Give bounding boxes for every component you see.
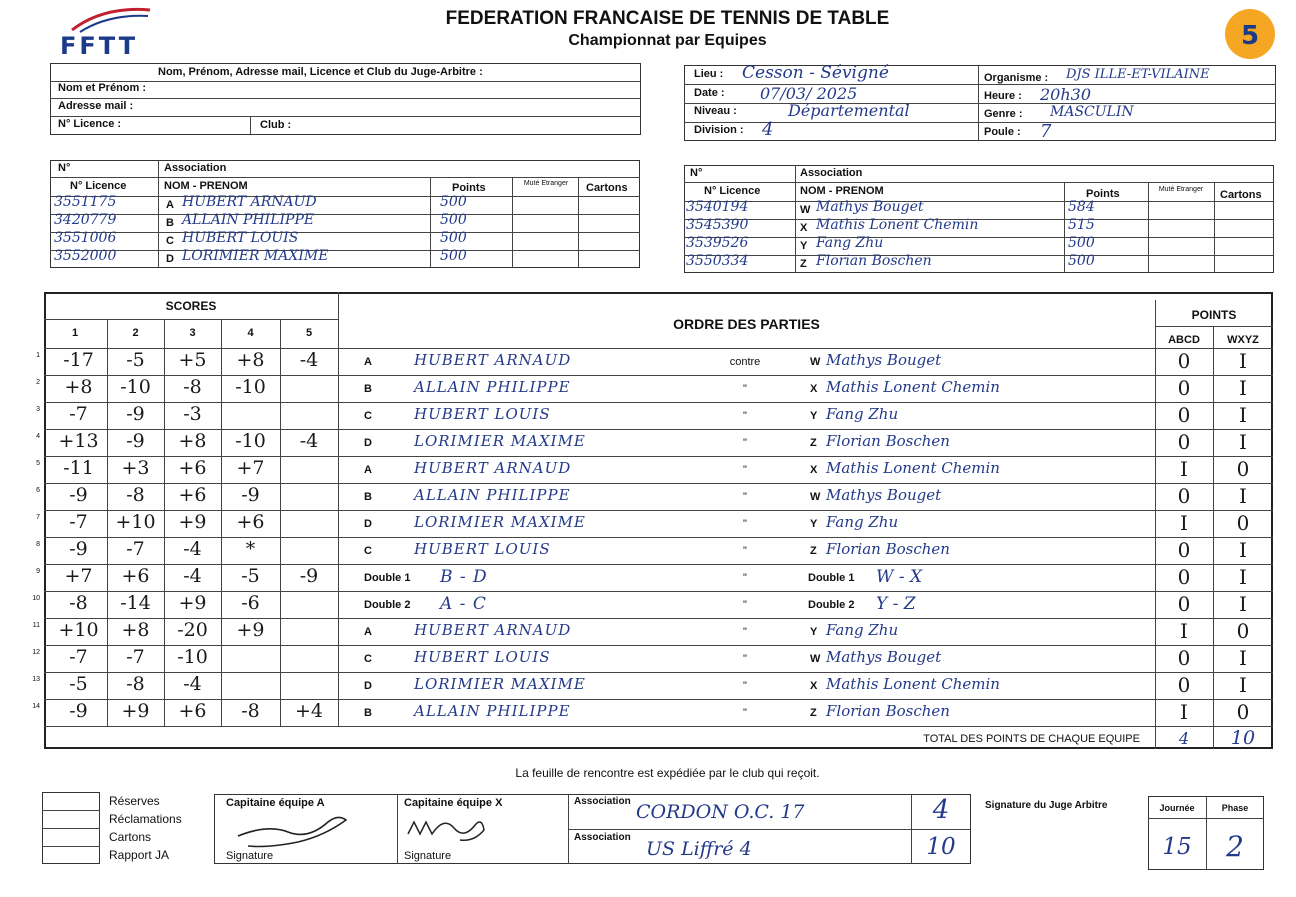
left-player-name: HUBERT ARNAUD: [414, 351, 572, 369]
set-score: -4: [183, 565, 202, 587]
set-header-1: 1: [71, 327, 79, 339]
points-abcd: 0: [1177, 646, 1191, 670]
right-player-name: Mathis Lonent Chemin: [826, 378, 1000, 396]
left-player-letter: C: [364, 653, 372, 665]
right-player-letter: Y: [810, 410, 818, 422]
abcd-player-points: 500: [440, 230, 467, 246]
contre-label: ": [743, 680, 747, 692]
association-a-label: Association: [574, 796, 631, 807]
set-score: -14: [120, 592, 151, 614]
set-score: +6: [178, 484, 207, 506]
points-wxyz: I: [1239, 538, 1247, 562]
referee-signature-label: Signature du Juge Arbitre: [985, 800, 1108, 811]
right-player-name: Florian Boschen: [826, 432, 950, 450]
set-score: -17: [63, 349, 94, 371]
contre-label: ": [743, 572, 747, 584]
points-abcd: I: [1180, 619, 1188, 643]
right-player-letter: Z: [810, 437, 817, 449]
wxyz-player-licence: 3539526: [686, 235, 749, 251]
row-number: 1: [36, 352, 40, 359]
referee-email-label: Adresse mail :: [58, 100, 134, 112]
left-player-letter: C: [364, 545, 372, 557]
abcd-player-licence: 3420779: [54, 212, 117, 228]
set-score: +8: [178, 430, 207, 452]
genre-label: Genre :: [984, 108, 1023, 120]
right-player-name: Fang Zhu: [826, 621, 899, 639]
wxyz-no-header: N°: [690, 167, 703, 179]
association-a-score: 4: [932, 795, 950, 825]
wxyz-association-header: Association: [800, 167, 863, 179]
contre-label: ": [743, 707, 747, 719]
points-wxyz: I: [1239, 673, 1247, 697]
points-wxyz: I: [1239, 565, 1247, 589]
points-wxyz: 0: [1236, 511, 1250, 535]
referee-club-label: Club :: [260, 119, 292, 131]
set-score: -8: [126, 673, 145, 695]
check-rapport: Rapport JA: [109, 848, 170, 862]
wxyz-player-letter: Y: [800, 240, 808, 252]
wxyz-player-points: 515: [1068, 217, 1095, 233]
abcd-cartons-header: Cartons: [586, 182, 628, 194]
points-abcd: 0: [1177, 592, 1191, 616]
organisme-value: DJS ILLE-ET-VILAINE: [1066, 67, 1210, 82]
set-score: -7: [126, 646, 145, 668]
left-player-name: LORIMIER MAXIME: [414, 432, 586, 450]
row-number: 11: [32, 622, 40, 629]
set-score: -8: [126, 484, 145, 506]
points-wxyz: I: [1239, 430, 1247, 454]
set-score: -4: [299, 430, 319, 452]
captain-a-label: Capitaine équipe A: [226, 797, 325, 809]
row-number: 8: [36, 541, 40, 548]
heure-value: 20h30: [1040, 85, 1092, 104]
set-score: +9: [236, 619, 265, 641]
right-player-name: Mathys Bouget: [826, 648, 942, 666]
row-number: 3: [36, 406, 40, 413]
row-number: 7: [36, 514, 40, 521]
right-player-name: Florian Boschen: [826, 702, 950, 720]
wxyz-player-licence: 3550334: [686, 253, 749, 269]
right-player-letter: Double 2: [808, 599, 855, 611]
abcd-player-points: 500: [440, 194, 467, 210]
row-number: 10: [32, 595, 40, 602]
contre-label: contre: [729, 356, 761, 368]
wxyz-player-licence: 3540194: [686, 199, 749, 215]
set-score: -4: [183, 538, 202, 560]
set-score: +5: [178, 349, 207, 371]
anniversary-logo-icon: [1222, 6, 1278, 62]
points-wxyz: I: [1239, 376, 1247, 400]
set-score: +7: [236, 457, 265, 479]
wxyz-player-letter: W: [800, 204, 811, 216]
contre-label: ": [743, 491, 747, 503]
row-number: 12: [32, 649, 40, 656]
abcd-player-licence: 3551175: [54, 194, 117, 210]
right-player-name: Mathis Lonent Chemin: [826, 675, 1000, 693]
contre-label: ": [743, 545, 747, 557]
points-abcd: 0: [1177, 403, 1191, 427]
abcd-licence-header: N° Licence: [70, 180, 127, 192]
set-score: -7: [69, 403, 88, 425]
svg-text:5: 5: [1240, 21, 1260, 51]
right-player-name: Mathys Bouget: [826, 351, 942, 369]
right-player-letter: Y: [810, 626, 818, 638]
niveau-value: Départemental: [788, 101, 910, 120]
points-abcd: 0: [1177, 430, 1191, 454]
date-value: 07/03/ 2025: [760, 84, 858, 103]
page-subtitle: Championnat par Equipes: [568, 32, 767, 49]
right-player-name: Mathis Lonent Chemin: [826, 459, 1000, 477]
wxyz-points-header: Points: [1086, 188, 1120, 200]
wxyz-player-name: Mathys Bouget: [816, 199, 924, 215]
points-wxyz: I: [1239, 484, 1247, 508]
points-heading: POINTS: [1191, 308, 1237, 322]
total-abcd: 4: [1178, 729, 1190, 748]
contre-label: ": [743, 518, 747, 530]
set-score: -9: [241, 484, 260, 506]
points-abcd: 0: [1177, 349, 1191, 373]
abcd-player-letter: C: [166, 235, 174, 247]
fftt-logo: [58, 4, 158, 60]
points-abcd: I: [1180, 511, 1188, 535]
left-player-letter: Double 2: [364, 599, 411, 611]
row-number: 4: [36, 433, 40, 440]
left-player-letter: Double 1: [364, 572, 411, 584]
total-label: TOTAL DES POINTS DE CHAQUE EQUIPE: [923, 733, 1140, 745]
left-player-name: HUBERT LOUIS: [414, 405, 551, 423]
wxyz-player-name: Florian Boschen: [816, 253, 932, 269]
captain-x-signature: [404, 810, 494, 850]
left-player-name: ALLAIN PHILIPPE: [414, 486, 571, 504]
points-wxyz: 0: [1236, 457, 1250, 481]
set-score: -8: [183, 376, 202, 398]
right-player-letter: Double 1: [808, 572, 855, 584]
row-number: 13: [32, 676, 40, 683]
row-number: 6: [36, 487, 40, 494]
contre-label: ": [743, 626, 747, 638]
set-score: +3: [121, 457, 150, 479]
set-score: +6: [178, 457, 207, 479]
right-player-letter: X: [810, 383, 818, 395]
wxyz-player-name: Mathis Lonent Chemin: [816, 217, 979, 233]
check-reclamations: Réclamations: [109, 812, 182, 826]
set-score: -20: [177, 619, 208, 641]
right-player-name: Mathys Bouget: [826, 486, 942, 504]
contre-label: ": [743, 464, 747, 476]
wxyz-player-name: Fang Zhu: [816, 235, 884, 251]
abcd-heading: ABCD: [1168, 334, 1200, 346]
set-score: +9: [178, 511, 207, 533]
set-header-5: 5: [305, 327, 313, 339]
abcd-association-header: Association: [164, 162, 227, 174]
abcd-player-name: LORIMIER MAXIME: [182, 248, 329, 264]
right-player-letter: W: [810, 653, 821, 665]
points-wxyz: I: [1239, 349, 1247, 373]
set-score: -3: [183, 403, 202, 425]
set-header-3: 3: [189, 327, 196, 339]
left-player-letter: B: [364, 491, 372, 503]
page-title: FEDERATION FRANCAISE DE TENNIS DE TABLE: [445, 8, 890, 29]
wxyz-player-licence: 3545390: [686, 217, 749, 233]
set-score: -11: [63, 457, 94, 479]
abcd-player-letter: B: [166, 217, 174, 229]
left-player-name: HUBERT ARNAUD: [414, 459, 572, 477]
abcd-player-letter: A: [166, 199, 174, 211]
set-score: -9: [299, 565, 319, 587]
left-player-letter: A: [364, 626, 372, 638]
left-player-letter: D: [364, 518, 372, 530]
right-player-name: W - X: [876, 567, 923, 587]
captain-x-label: Capitaine équipe X: [404, 797, 503, 809]
points-wxyz: I: [1239, 403, 1247, 427]
wxyz-player-letter: X: [800, 222, 808, 234]
set-header-2: 2: [132, 327, 139, 339]
abcd-player-licence: 3551006: [54, 230, 117, 246]
set-score: -9: [69, 700, 88, 722]
right-player-name: Fang Zhu: [826, 513, 899, 531]
set-score: -7: [69, 646, 88, 668]
organisme-label: Organisme :: [984, 72, 1049, 84]
phase-label: Phase: [1221, 803, 1249, 813]
set-score: +4: [294, 700, 323, 722]
abcd-points-header: Points: [452, 182, 486, 194]
division-value: 4: [762, 119, 774, 140]
left-player-letter: A: [364, 464, 372, 476]
set-score: *: [245, 538, 256, 560]
set-header-4: 4: [247, 327, 254, 339]
right-player-name: Florian Boschen: [826, 540, 950, 558]
right-player-letter: Z: [810, 545, 817, 557]
total-wxyz: 10: [1230, 727, 1256, 749]
division-label: Division :: [694, 124, 744, 136]
right-player-letter: W: [810, 491, 821, 503]
captain-a-signature-label: Signature: [226, 850, 274, 862]
right-player-name: Y - Z: [876, 594, 916, 614]
niveau-label: Niveau :: [694, 105, 737, 117]
abcd-player-letter: D: [166, 253, 174, 265]
wxyz-licence-header: N° Licence: [704, 185, 761, 197]
left-player-name: B - D: [440, 567, 488, 587]
set-score: -8: [241, 700, 260, 722]
row-number: 5: [36, 460, 40, 467]
set-score: -7: [69, 511, 88, 533]
abcd-player-points: 500: [440, 212, 467, 228]
contre-label: ": [743, 383, 747, 395]
association-x-label: Association: [574, 832, 631, 843]
phase-value: 2: [1226, 830, 1244, 863]
lieu-label: Lieu :: [694, 68, 724, 80]
set-score: +13: [58, 430, 99, 452]
referee-name-label: Nom et Prénom :: [58, 82, 147, 94]
set-score: +10: [58, 619, 99, 641]
set-score: -7: [126, 538, 145, 560]
left-player-name: HUBERT LOUIS: [414, 540, 551, 558]
left-player-letter: C: [364, 410, 372, 422]
points-abcd: 0: [1177, 565, 1191, 589]
left-player-letter: D: [364, 437, 372, 449]
wxyz-player-points: 500: [1068, 235, 1095, 251]
set-score: -4: [299, 349, 319, 371]
set-score: -9: [69, 538, 88, 560]
captain-x-signature-label: Signature: [404, 850, 452, 862]
points-wxyz: 0: [1236, 619, 1250, 643]
set-score: -9: [126, 430, 145, 452]
left-player-letter: B: [364, 383, 372, 395]
set-score: +8: [64, 376, 93, 398]
right-player-name: Fang Zhu: [826, 405, 899, 423]
left-player-letter: B: [364, 707, 372, 719]
left-player-name: ALLAIN PHILIPPE: [414, 378, 571, 396]
check-reserves: Réserves: [109, 794, 160, 808]
contre-label: ": [743, 437, 747, 449]
wxyz-heading: WXYZ: [1227, 334, 1259, 346]
scores-heading: SCORES: [165, 299, 217, 313]
set-score: -9: [69, 484, 88, 506]
lieu-value: Cesson - Sévigné: [742, 63, 889, 83]
points-wxyz: 0: [1236, 700, 1250, 724]
row-number: 14: [32, 703, 40, 710]
wxyz-mute-header: Muté Etranger: [1158, 186, 1204, 193]
set-score: +9: [178, 592, 207, 614]
set-score: -4: [183, 673, 202, 695]
set-score: -9: [126, 403, 145, 425]
captain-a-signature: [228, 806, 388, 852]
contre-label: ": [743, 599, 747, 611]
right-player-letter: W: [810, 356, 821, 368]
order-heading: ORDRE DES PARTIES: [673, 316, 820, 332]
contre-label: ": [743, 410, 747, 422]
set-score: -6: [241, 592, 260, 614]
abcd-no-header: N°: [58, 162, 71, 174]
wxyz-cartons-header: Cartons: [1220, 189, 1262, 201]
left-player-name: HUBERT LOUIS: [414, 648, 551, 666]
points-wxyz: I: [1239, 646, 1247, 670]
association-x-value: US Liffré 4: [646, 838, 752, 860]
left-player-name: A - C: [440, 594, 487, 614]
set-score: -10: [120, 376, 151, 398]
set-score: +6: [178, 700, 207, 722]
abcd-player-name: ALLAIN PHILIPPE: [182, 212, 315, 228]
date-label: Date :: [694, 87, 725, 99]
set-score: +6: [121, 565, 150, 587]
left-player-name: ALLAIN PHILIPPE: [414, 702, 571, 720]
set-score: -10: [177, 646, 208, 668]
poule-value: 7: [1040, 121, 1052, 142]
row-number: 9: [36, 568, 40, 575]
poule-label: Poule :: [984, 126, 1021, 138]
set-score: +7: [64, 565, 93, 587]
set-score: +8: [236, 349, 265, 371]
set-score: -10: [235, 430, 266, 452]
points-abcd: 0: [1177, 484, 1191, 508]
wxyz-player-points: 584: [1068, 199, 1095, 215]
abcd-player-points: 500: [440, 248, 467, 264]
check-cartons: Cartons: [109, 830, 152, 844]
set-score: +10: [115, 511, 156, 533]
points-abcd: I: [1180, 457, 1188, 481]
abcd-player-name: HUBERT LOUIS: [182, 230, 299, 246]
abcd-player-licence: 3552000: [54, 248, 117, 264]
wxyz-player-points: 500: [1068, 253, 1095, 269]
abcd-player-name: HUBERT ARNAUD: [182, 194, 317, 210]
points-abcd: 0: [1177, 376, 1191, 400]
left-player-letter: D: [364, 680, 372, 692]
contre-label: ": [743, 653, 747, 665]
logo-text: FFTT: [60, 32, 139, 60]
points-abcd: I: [1180, 700, 1188, 724]
referee-licence-label: N° Licence :: [58, 118, 122, 130]
association-x-score: 10: [926, 834, 956, 860]
right-player-letter: Y: [810, 518, 818, 530]
set-score: +8: [121, 619, 150, 641]
journee-value: 15: [1162, 834, 1192, 860]
set-score: +9: [121, 700, 150, 722]
journee-label: Journée: [1159, 803, 1195, 813]
right-player-letter: X: [810, 680, 818, 692]
set-score: -10: [235, 376, 266, 398]
footer-note: La feuille de rencontre est expédiée par le club qui reçoit.: [515, 766, 820, 780]
points-abcd: 0: [1177, 538, 1191, 562]
right-player-letter: Z: [810, 707, 817, 719]
set-score: -8: [69, 592, 88, 614]
left-player-name: LORIMIER MAXIME: [414, 513, 586, 531]
wxyz-name-header: NOM - PRENOM: [800, 185, 884, 197]
abcd-name-header: NOM - PRENOM: [164, 180, 248, 192]
abcd-mute-header: Muté Etranger: [523, 180, 569, 187]
set-score: -5: [69, 673, 88, 695]
genre-value: MASCULIN: [1050, 104, 1134, 120]
row-number: 2: [36, 379, 40, 386]
set-score: +6: [236, 511, 265, 533]
left-player-name: HUBERT ARNAUD: [414, 621, 572, 639]
set-score: -5: [241, 565, 260, 587]
set-score: -5: [126, 349, 145, 371]
heure-label: Heure :: [984, 90, 1022, 102]
left-player-name: LORIMIER MAXIME: [414, 675, 586, 693]
right-player-letter: X: [810, 464, 818, 476]
left-player-letter: A: [364, 356, 372, 368]
referee-heading: Nom, Prénom, Adresse mail, Licence et Club du Juge-Arbitre :: [158, 66, 483, 78]
association-a-value: CORDON O.C. 17: [636, 801, 805, 823]
wxyz-player-letter: Z: [800, 258, 807, 270]
points-abcd: 0: [1177, 673, 1191, 697]
points-wxyz: I: [1239, 592, 1247, 616]
